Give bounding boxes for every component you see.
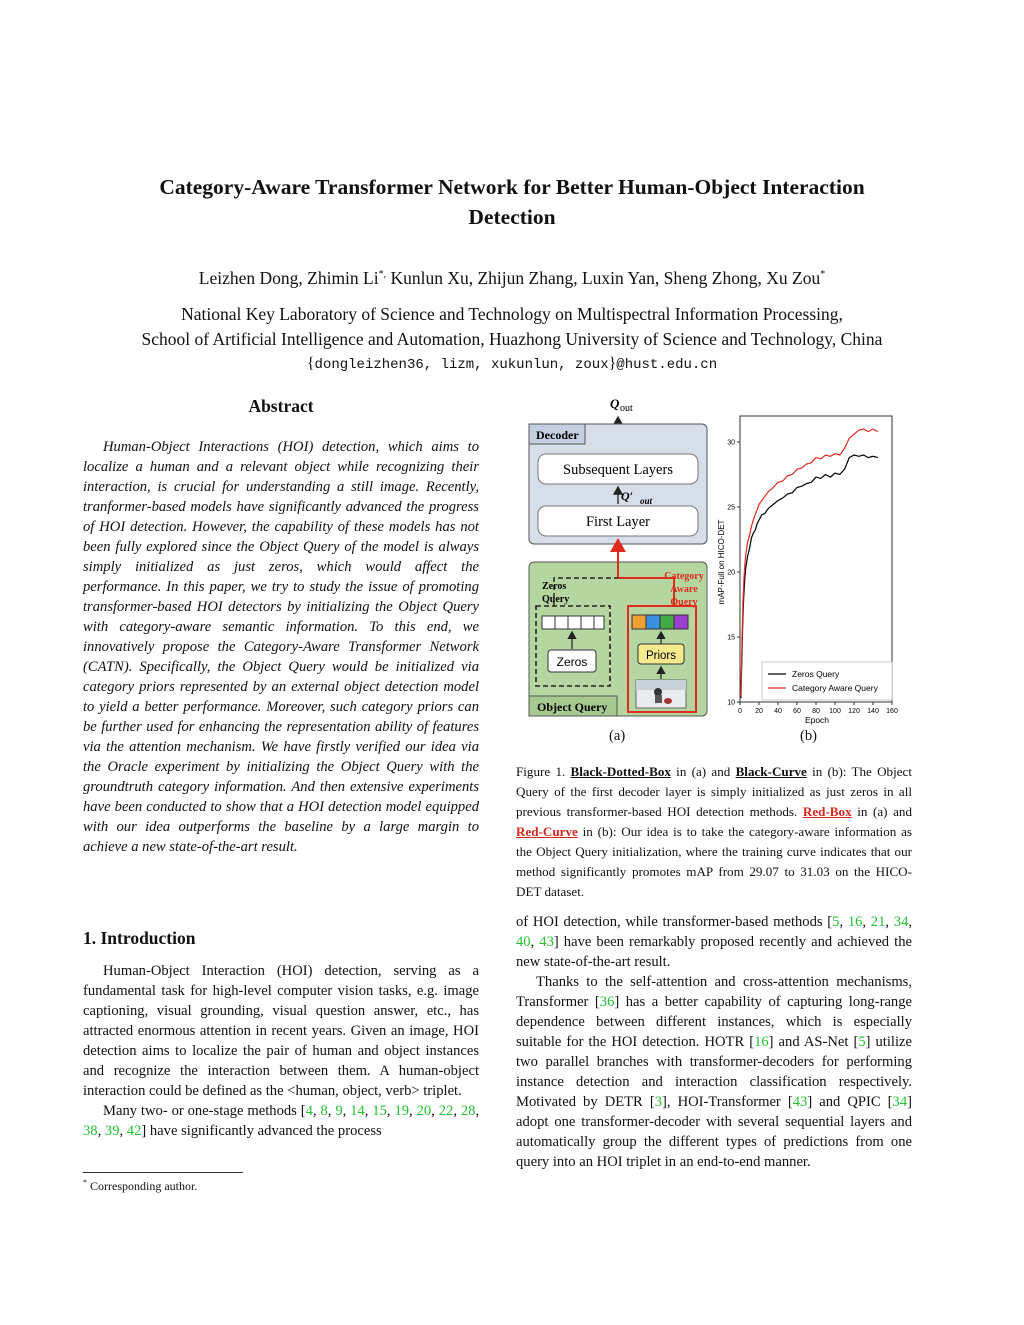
citation-link[interactable]: 34: [893, 914, 909, 930]
citation-separator: ,: [530, 934, 540, 950]
legend-label-zeros: Zeros Query: [792, 669, 840, 679]
figure-1b-chart: [712, 410, 912, 726]
x-tick-label: 80: [812, 708, 820, 715]
citation-link[interactable]: 42: [126, 1123, 142, 1139]
citation-separator: ,: [327, 1103, 336, 1119]
right-p2-e: ], HOI-Transformer [: [662, 1094, 793, 1110]
x-tick-label: 60: [793, 708, 801, 715]
first-layer-label: First Layer: [585, 514, 651, 530]
citation-link[interactable]: 40: [516, 934, 531, 950]
x-tick-label: 160: [886, 708, 898, 715]
caption-t3: in (a) and: [851, 804, 912, 819]
q-prime-label: Q′: [621, 489, 634, 503]
intro-paragraph-2: [83, 1101, 479, 1141]
citation-link[interactable]: 43: [792, 1094, 808, 1110]
citation-separator: ,: [908, 914, 913, 930]
citation-separator: ,: [885, 914, 894, 930]
caption-t4: in (b): Our idea is to take the category-aware information as the Object Query initialization, where the training curve indicates that our method significantly promotes mAP from 29.07 to 31.03 on the HICO-DET dataset.: [516, 824, 912, 899]
x-tick-label: 0: [738, 708, 742, 715]
footnote: [83, 1178, 197, 1194]
figure-label-b: (b): [800, 728, 818, 744]
category-aware-label-2: Aware: [670, 584, 698, 595]
right-column-text: [516, 912, 912, 1172]
right-p2-b: ] has a better capability of capturing long-range dependence between different instances, which is especially suitable for the HOI detection. HOTR [: [516, 994, 912, 1050]
right-p2-g: ] adopt one transformer-decoder with several sequential layers and automatically group the different types of predictions from one query into an HOI triplet in an end-to-end manner.: [516, 1094, 912, 1170]
figure-1-caption: [516, 762, 912, 902]
intro-paragraph-1: Human-Object Interaction (HOI) detection, serving as a fundamental task for high-level computer vision tasks, e.g. image captioning, visual grounding, visual question answer, etc., has attracted enormous attention in recent years. Given an image, HOI detection aims to localize the pair of human and object instances and recognize the interaction between them. A human-object interaction could be defined as the <human, object, verb> triplet.: [83, 963, 479, 1099]
x-tick-label: 120: [848, 708, 860, 715]
y-tick-label: 20: [727, 569, 735, 577]
caption-t1: in (a) and: [670, 764, 736, 779]
author-list: [60, 268, 964, 289]
category-aware-label-3: Query: [670, 597, 698, 608]
citation-link[interactable]: 20: [416, 1103, 432, 1119]
citation-link[interactable]: 16: [754, 1034, 769, 1050]
citation-link[interactable]: 36: [599, 994, 615, 1010]
citation-separator: ,: [97, 1123, 105, 1139]
y-tick-label: 25: [727, 504, 735, 512]
citation-link[interactable]: 14: [350, 1103, 365, 1119]
x-tick-label: 100: [829, 708, 841, 715]
right-p2-f: ] and QPIC [: [807, 1094, 893, 1110]
citation-separator: ,: [431, 1103, 439, 1119]
affiliation-line-2: School of Artificial Intelligence and Automation, Huazhong University of Science and Technology, China: [141, 329, 883, 349]
caption-red-box: Red-Box: [802, 804, 852, 819]
right-paragraph-2: [516, 972, 912, 1172]
citation-separator: ,: [342, 1103, 351, 1119]
citation-separator: ,: [475, 1103, 480, 1119]
citation-separator: ,: [409, 1103, 417, 1119]
citation-link[interactable]: 43: [539, 934, 554, 950]
q-out-subscript: out: [620, 403, 633, 414]
citation-link[interactable]: 15: [372, 1103, 387, 1119]
email-open-brace: {: [306, 355, 315, 372]
citation-link[interactable]: 38: [83, 1123, 98, 1139]
author-emails: [60, 355, 964, 373]
citation-link[interactable]: 22: [438, 1103, 454, 1119]
citation-link[interactable]: 5: [858, 1034, 866, 1050]
citation-link[interactable]: 34: [892, 1094, 908, 1110]
citation-link[interactable]: 39: [104, 1123, 120, 1139]
caption-red-curve: Red-Curve: [516, 824, 578, 839]
x-tick-label: 20: [755, 708, 763, 715]
citation-link[interactable]: 4: [305, 1103, 313, 1119]
citation-link[interactable]: 5: [832, 914, 840, 930]
authors-part-1: Leizhen Dong, Zhimin Li: [198, 268, 379, 288]
y-tick-label: 10: [727, 699, 735, 707]
citation-link[interactable]: 16: [847, 914, 863, 930]
figure-label-a: (a): [609, 728, 626, 744]
citation-link[interactable]: 21: [870, 914, 886, 930]
authors-part-2: Kunlun Xu, Zhijun Zhang, Luxin Yan, Sheng Zhong, Xu Zou: [386, 268, 821, 288]
intro-p2-start: Many two- or one-stage methods [: [103, 1103, 306, 1119]
right-p2-c: ] and AS-Net [: [768, 1034, 859, 1050]
citation-separator: ,: [386, 1103, 395, 1119]
citation-separator: ,: [862, 914, 871, 930]
right-p2-a: Thanks to the self-attention and cross-attention mechanisms, Transformer [: [516, 974, 912, 1010]
zeros-query-label-1: Zeros: [542, 581, 567, 592]
object-query-label: Object Query: [537, 700, 608, 714]
author-mark-2: *: [820, 269, 826, 281]
intro-heading: 1. Introduction: [83, 928, 196, 948]
figure-1a-diagram: [524, 392, 720, 752]
abstract-text: Human-Object Interactions (HOI) detection, which aims to localize a human and a relevant object while recognizing their interaction, is crucial for understanding a still image. Recently, tranformer-based models have significantly advanced the progress of HOI detection. However, the capability of these models has not been fully explored since the Object Query of the model is always simply initialized as just zeros, which would affect the performance. In this paper, we try to study the issue of promoting transformer-based HOI detectors by initializing the Object Query with category-aware semantic information. To this end, we innovatively propose the Category-Aware Transformer Network (CATN). Specifically, the Object Query would be initialized via category priors represented by an external object detection model to yield a better performance. Moreover, such category priors can be further used for enhancing the representation ability of features via the attention mechanism. We have firstly verified our idea via the Oracle experiment by initializing the Object Query with the groundtruth category information. And then extensive experiments have been conducted to show that a HOI detection model equipped with our idea outperforms the baseline by a large margin to achieve a new state-of-the-art result.: [83, 439, 479, 855]
y-tick-label: 15: [727, 634, 735, 642]
footnote-mark: *: [83, 1178, 87, 1187]
q-out-label: Q: [610, 396, 620, 411]
citation-separator: ,: [312, 1103, 321, 1119]
chart-frame: [740, 416, 892, 702]
chart-xlabel: Epoch: [804, 715, 830, 725]
citation-link[interactable]: 9: [335, 1103, 343, 1119]
zeros-box-label: Zeros: [556, 655, 588, 669]
zeros-query-cells: [542, 616, 604, 629]
email-names: dongleizhen36, lizm, xukunlun, zoux: [314, 357, 609, 373]
footnote-text: Corresponding author.: [87, 1179, 198, 1193]
right-p1-end: ] have been remarkably proposed recently and achieved the new state-of-the-art result.: [516, 934, 912, 970]
input-image-thumbnail: [636, 680, 686, 708]
email-close-brace: }: [608, 355, 617, 372]
citation-separator: ,: [839, 914, 848, 930]
paper-title: [60, 172, 964, 232]
citation-separator: ,: [453, 1103, 461, 1119]
citation-link[interactable]: 3: [654, 1094, 663, 1110]
x-tick-label: 40: [774, 708, 782, 715]
title-line-2: Detection: [468, 205, 556, 229]
caption-t2: in (b): The Object Query of the first decoder layer is simply initialized as just zeros in all previous transformer-based HOI detection methods.: [516, 764, 912, 819]
caption-black-box: Black-Dotted-Box: [570, 764, 671, 779]
category-aware-label-1: Category: [664, 571, 704, 582]
intro-p2-end: ] have significantly advanced the process: [141, 1123, 382, 1139]
zeros-query-label-2: Query: [542, 594, 570, 605]
citation-link[interactable]: 8: [320, 1103, 328, 1119]
x-tick-label: 140: [867, 708, 879, 715]
legend-box: [762, 662, 892, 700]
footnote-divider: [83, 1172, 243, 1173]
category-query-cells: [632, 615, 688, 629]
citation-link[interactable]: 19: [394, 1103, 410, 1119]
chart-legend: [762, 662, 892, 700]
citation-separator: ,: [364, 1103, 373, 1119]
right-paragraph-1: [516, 912, 912, 972]
priors-box-label: Priors: [645, 650, 677, 662]
y-tick-label: 30: [727, 439, 735, 447]
author-mark-1: *,: [378, 269, 387, 281]
intro-text: [83, 961, 479, 1141]
title-line-1: Category-Aware Transformer Network for Better Human-Object Interaction: [159, 175, 865, 199]
subsequent-layers-label: Subsequent Layers: [563, 462, 673, 478]
caption-black-curve: Black-Curve: [735, 764, 807, 779]
series-line-category-aware-query: [741, 429, 878, 697]
affiliation-line-1: National Key Laboratory of Science and Technology on Multispectral Information Processing,: [181, 304, 843, 324]
legend-label-category: Category Aware Query: [792, 683, 878, 693]
right-p1-start: of HOI detection, while transformer-based methods [: [516, 914, 833, 930]
abstract-heading: Abstract: [248, 396, 314, 416]
chart-ylabel: mAP-Full on HICO-DET: [717, 519, 726, 605]
decoder-label: Decoder: [536, 428, 579, 442]
affiliations: [60, 302, 964, 352]
right-p2-d: ] utilize two parallel branches with transformer-decoders for performing instance detection and interaction classification respectively. Motivated by DETR [: [516, 1034, 912, 1110]
email-domain: @hust.edu.cn: [616, 357, 718, 373]
citation-separator: ,: [119, 1123, 127, 1139]
q-prime-subscript: out: [640, 496, 653, 506]
caption-prefix: Figure 1.: [516, 764, 571, 779]
citation-link[interactable]: 28: [460, 1103, 476, 1119]
